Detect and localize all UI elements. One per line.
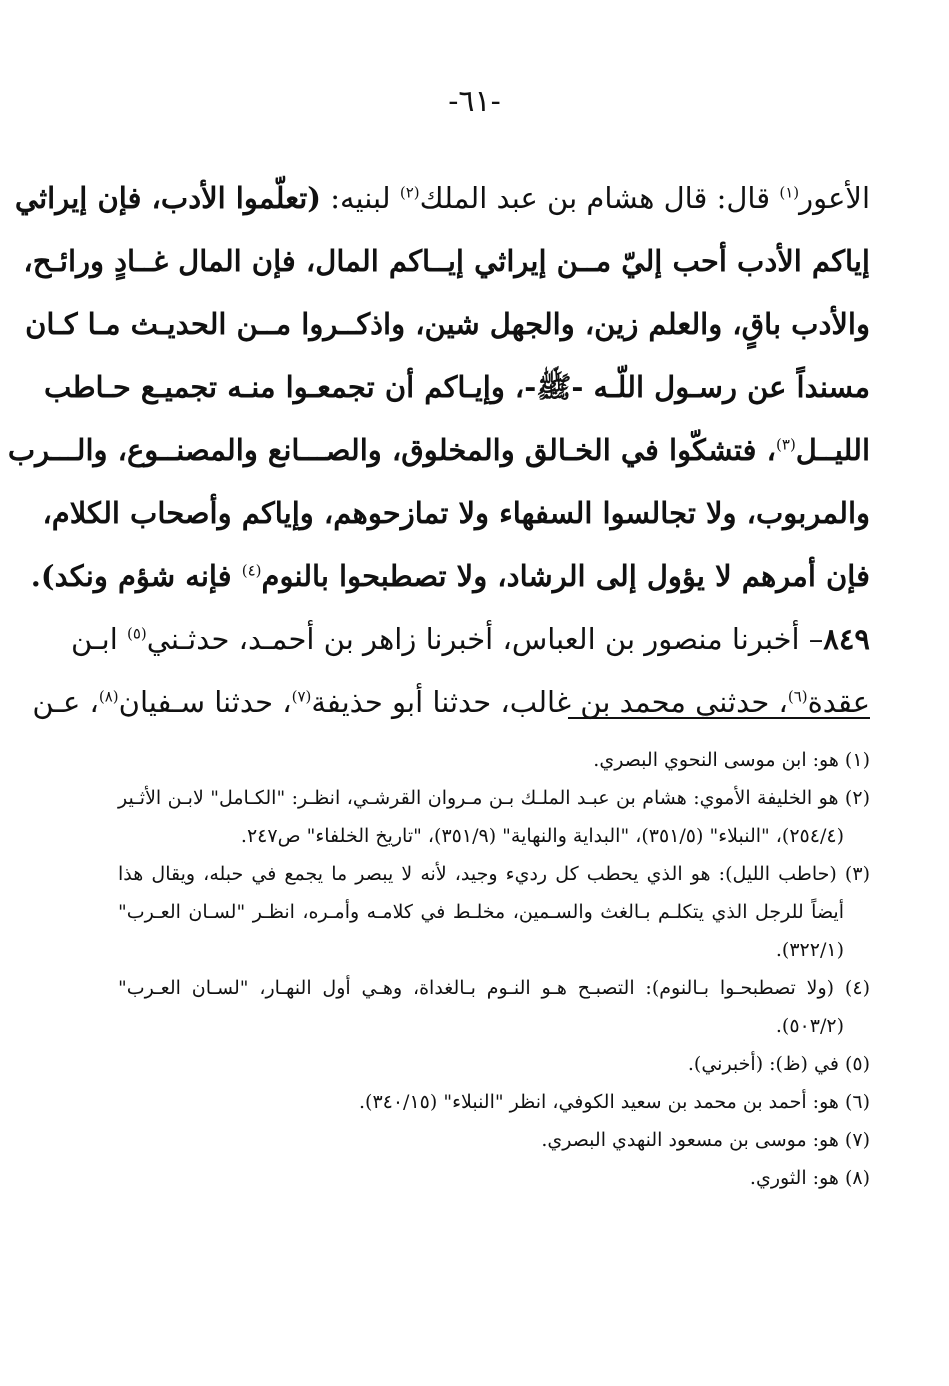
text-run: لبنيه: — [321, 181, 400, 215]
footnotes-block — [118, 748, 870, 1204]
footnote-line: (٣٢٢/١). — [775, 939, 844, 961]
footnote-line: (٣) (حاطب الليل): هو الذي يحطب كل رديء وجيد، لأنه لا يبصر ما يجمع في حبله، ويقال هذا — [118, 863, 870, 885]
page-number: -٦١- — [448, 84, 501, 119]
footnote-line: (١) هو: ابن موسى النحوي البصري. — [593, 749, 870, 771]
main-text-line — [25, 298, 870, 361]
footnote-line: (٥) في (ظ): (أخبرني). — [687, 1053, 870, 1075]
main-text-line — [30, 550, 870, 613]
text-run: – أخبرنا منصور بن العباس، أخبرنا زاهر بن أحمـد، حدثـني — [146, 622, 824, 656]
footnote-reference: (٣) — [776, 435, 796, 454]
text-run: ، فتشكّوا في الخـالق والمخلوق، والصـــانع والمصنــوع، والـــرب — [7, 433, 777, 467]
text-run: إياكم الأدب أحب إليّ مــن إيراثي إيــاكم المال، فإن المال غــادٍ ورائـح، — [23, 244, 870, 278]
footnote-line: (٤) (ولا تصطبحـوا بـالنوم): التصبـح هـو النـوم بـالغداة، وهـي أول النهـار، "لسـان العـرب" — [118, 977, 870, 999]
text-run: فإنه شؤم ونكد). — [30, 559, 242, 593]
main-text-line — [43, 361, 870, 424]
text-run: الأعور — [799, 181, 870, 215]
main-text-line — [42, 487, 870, 550]
text-run: الليــل — [795, 433, 870, 467]
text-run: ، حدثنا سـفيان — [118, 685, 292, 719]
main-text-line — [23, 235, 870, 298]
footnote-line: (٨) هو: الثوري. — [749, 1167, 870, 1189]
main-text-block — [7, 172, 870, 739]
text-run: قال: قال هشام بن عبد الملك — [419, 181, 780, 215]
footnote-reference: (٢) — [399, 183, 420, 202]
text-run: ، حدثني محمد بن غالب، حدثنا أبو حذيفة — [311, 685, 788, 719]
text-run: ابـن — [71, 622, 127, 656]
main-text-line — [7, 424, 870, 487]
footnote-line: (٧) هو: موسى بن مسعود النهدي البصري. — [541, 1129, 870, 1151]
footnote-reference: (٦) — [787, 687, 808, 706]
text-run: والمربوب، ولا تجالسوا السفهاء ولا تمازحوهم، وإياكم وأصحاب الكلام، — [42, 496, 870, 530]
text-run: ٨٤٩ — [823, 622, 870, 656]
footnote-divider — [568, 717, 870, 719]
footnote-line: (٥٠٣/٢). — [775, 1015, 844, 1037]
footnote-reference: (٥) — [126, 624, 147, 643]
footnote-line: (٦) هو: أحمد بن محمد بن سعيد الكوفي، انظر "النبلاء" (٣٤٠/١٥). — [358, 1091, 870, 1113]
text-run: فإن أمرهم لا يؤول إلى الرشاد، ولا تصطبحوا بالنوم — [261, 559, 870, 593]
main-text-line — [14, 172, 870, 235]
footnote-reference: (٧) — [291, 687, 312, 706]
footnote-reference: (٤) — [241, 561, 262, 580]
footnote-reference: (٨) — [98, 687, 119, 706]
footnote-line: أيضاً للرجل الذي يتكلـم بـالغث والسـمين، مخلـط في كلامـه وأمـره، انظـر "لسـان العـرب" — [118, 901, 844, 923]
text-run: مسنداً عن رسـول اللّـه -ﷺ-، وإيـاكم أن تجمعـوا منـه تجميـع حـاطب — [43, 370, 870, 404]
footnote-line: (٢٥٤/٤)، "النبلاء" (٣٥١/٥)، "البداية والنهاية" (٣٥١/٩)، "تاريخ الخلفاء" ص٢٤٧. — [240, 825, 844, 847]
text-run: والأدب باقٍ، والعلم زين، والجهل شين، واذكــروا مــن الحديـث مـا كـان — [25, 307, 870, 341]
footnote-reference: (١) — [779, 183, 800, 202]
text-run: ، عـن — [32, 685, 99, 719]
main-text-line — [71, 613, 870, 676]
footnote-line: (٢) هو الخليفة الأموي: هشام بن عبـد الملـك بـن مـروان القرشـي، انظـر: "الكـامل" لابـن الأثـير — [118, 787, 870, 809]
text-run: عقدة — [807, 685, 870, 719]
text-run: (تعلّموا الأدب، فإن إيراثي — [14, 181, 321, 215]
main-text-line — [32, 676, 870, 739]
